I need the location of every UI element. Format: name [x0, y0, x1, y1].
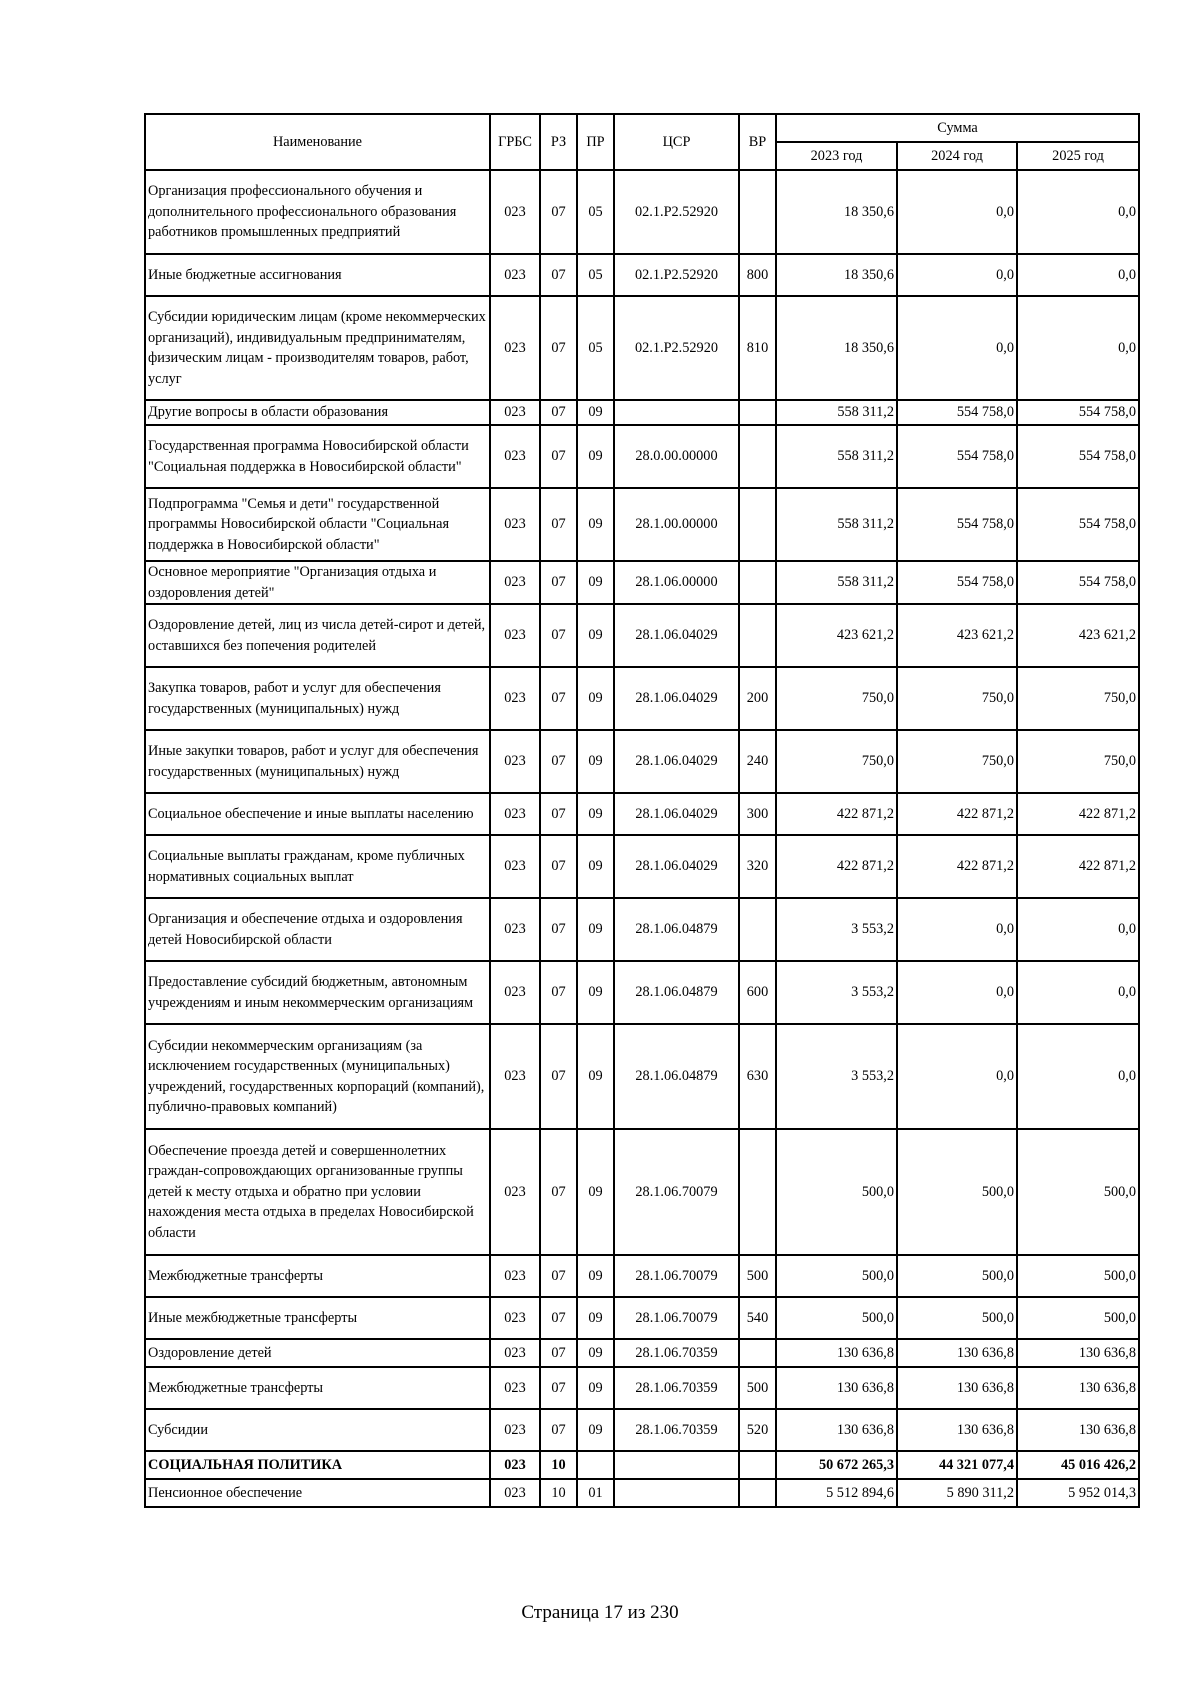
- row-amount-2024: 554 758,0: [897, 488, 1017, 561]
- row-rz: 07: [540, 730, 577, 793]
- row-csr: 28.1.06.04879: [614, 1024, 739, 1129]
- table-row: [145, 604, 1139, 667]
- row-amount-2024: 500,0: [897, 1297, 1017, 1339]
- table-header: [145, 114, 1139, 170]
- row-amount-2024: 44 321 077,4: [897, 1451, 1017, 1479]
- row-pr: 09: [577, 1024, 614, 1129]
- header-year-2023: 2023 год: [776, 142, 897, 170]
- row-rz: 10: [540, 1479, 577, 1507]
- table-row: [145, 1451, 1139, 1479]
- row-vr: 240: [739, 730, 776, 793]
- row-rz: 07: [540, 1339, 577, 1367]
- row-amount-2023: 130 636,8: [776, 1367, 897, 1409]
- row-amount-2024: 0,0: [897, 1024, 1017, 1129]
- row-pr: 09: [577, 1129, 614, 1255]
- row-vr: [739, 898, 776, 961]
- row-rz: 07: [540, 604, 577, 667]
- row-rz: 07: [540, 835, 577, 898]
- row-amount-2023: 3 553,2: [776, 1024, 897, 1129]
- row-amount-2025: 130 636,8: [1017, 1409, 1139, 1451]
- row-rz: 07: [540, 296, 577, 400]
- row-grbs: 023: [490, 793, 540, 835]
- row-rz: 07: [540, 400, 577, 425]
- row-pr: 09: [577, 1297, 614, 1339]
- row-amount-2024: 554 758,0: [897, 400, 1017, 425]
- row-name: Закупка товаров, работ и услуг для обеспечения государственных (муниципальных) нужд: [145, 667, 490, 730]
- table-row: [145, 793, 1139, 835]
- row-pr: 05: [577, 254, 614, 296]
- row-pr: 05: [577, 170, 614, 254]
- row-csr: 28.1.06.04879: [614, 961, 739, 1024]
- row-pr: 09: [577, 1409, 614, 1451]
- table-row: [145, 1297, 1139, 1339]
- row-amount-2024: 750,0: [897, 667, 1017, 730]
- row-pr: 09: [577, 667, 614, 730]
- row-amount-2023: 3 553,2: [776, 898, 897, 961]
- row-name: Иные межбюджетные трансферты: [145, 1297, 490, 1339]
- row-amount-2024: 0,0: [897, 296, 1017, 400]
- row-amount-2023: 558 311,2: [776, 488, 897, 561]
- row-amount-2023: 422 871,2: [776, 793, 897, 835]
- row-grbs: 023: [490, 425, 540, 488]
- row-csr: 28.1.06.04879: [614, 898, 739, 961]
- row-pr: 09: [577, 561, 614, 604]
- row-amount-2024: 554 758,0: [897, 425, 1017, 488]
- row-grbs: 023: [490, 1367, 540, 1409]
- row-amount-2025: 422 871,2: [1017, 793, 1139, 835]
- row-pr: [577, 1451, 614, 1479]
- row-pr: 09: [577, 793, 614, 835]
- row-name: Субсидии юридическим лицам (кроме некоммерческих организаций), индивидуальным предпринимателям, физическим лицам - производителям товаров, работ, услуг: [145, 296, 490, 400]
- row-amount-2023: 558 311,2: [776, 561, 897, 604]
- row-name: Основное мероприятие "Организация отдыха и оздоровления детей": [145, 561, 490, 604]
- table-row: [145, 1024, 1139, 1129]
- table-row: [145, 1339, 1139, 1367]
- row-grbs: 023: [490, 1339, 540, 1367]
- row-amount-2025: 554 758,0: [1017, 561, 1139, 604]
- row-amount-2023: 130 636,8: [776, 1339, 897, 1367]
- table-row: [145, 254, 1139, 296]
- row-amount-2025: 0,0: [1017, 961, 1139, 1024]
- row-rz: 07: [540, 561, 577, 604]
- row-vr: 800: [739, 254, 776, 296]
- row-amount-2025: 45 016 426,2: [1017, 1451, 1139, 1479]
- row-amount-2025: 0,0: [1017, 254, 1139, 296]
- row-rz: 07: [540, 898, 577, 961]
- row-csr: 28.1.06.04029: [614, 835, 739, 898]
- row-vr: [739, 425, 776, 488]
- row-amount-2024: 500,0: [897, 1129, 1017, 1255]
- row-amount-2024: 5 890 311,2: [897, 1479, 1017, 1507]
- row-amount-2025: 750,0: [1017, 667, 1139, 730]
- row-rz: 07: [540, 961, 577, 1024]
- table-row: [145, 667, 1139, 730]
- row-vr: 200: [739, 667, 776, 730]
- row-grbs: 023: [490, 667, 540, 730]
- row-amount-2023: 500,0: [776, 1129, 897, 1255]
- row-rz: 07: [540, 1129, 577, 1255]
- row-pr: 09: [577, 488, 614, 561]
- row-amount-2025: 130 636,8: [1017, 1367, 1139, 1409]
- row-amount-2025: 0,0: [1017, 296, 1139, 400]
- row-csr: 28.1.06.70359: [614, 1339, 739, 1367]
- row-amount-2024: 130 636,8: [897, 1367, 1017, 1409]
- row-rz: 07: [540, 254, 577, 296]
- row-vr: [739, 1129, 776, 1255]
- header-rz: РЗ: [540, 114, 577, 170]
- row-amount-2023: 750,0: [776, 730, 897, 793]
- row-grbs: 023: [490, 730, 540, 793]
- row-csr: [614, 400, 739, 425]
- header-year-2025: 2025 год: [1017, 142, 1139, 170]
- row-amount-2023: 18 350,6: [776, 296, 897, 400]
- row-pr: 09: [577, 898, 614, 961]
- row-amount-2023: 50 672 265,3: [776, 1451, 897, 1479]
- row-rz: 10: [540, 1451, 577, 1479]
- row-rz: 07: [540, 1367, 577, 1409]
- row-grbs: 023: [490, 561, 540, 604]
- row-name: Социальное обеспечение и иные выплаты населению: [145, 793, 490, 835]
- row-pr: 09: [577, 425, 614, 488]
- table-row: [145, 1479, 1139, 1507]
- row-amount-2024: 423 621,2: [897, 604, 1017, 667]
- table-body: [145, 170, 1139, 1507]
- row-rz: 07: [540, 1255, 577, 1297]
- row-csr: 28.0.00.00000: [614, 425, 739, 488]
- table-row: [145, 170, 1139, 254]
- row-rz: 07: [540, 1024, 577, 1129]
- row-csr: 28.1.06.04029: [614, 667, 739, 730]
- row-name: Организация профессионального обучения и дополнительного профессионального образования работников промышленных предприятий: [145, 170, 490, 254]
- row-name: Предоставление субсидий бюджетным, автономным учреждениям и иным некоммерческим организациям: [145, 961, 490, 1024]
- row-csr: 02.1.Р2.52920: [614, 170, 739, 254]
- row-rz: 07: [540, 170, 577, 254]
- row-amount-2023: 130 636,8: [776, 1409, 897, 1451]
- row-grbs: 023: [490, 488, 540, 561]
- row-name: Межбюджетные трансферты: [145, 1255, 490, 1297]
- row-amount-2025: 554 758,0: [1017, 425, 1139, 488]
- header-sum: Сумма: [776, 114, 1139, 142]
- row-grbs: 023: [490, 1479, 540, 1507]
- row-vr: [739, 170, 776, 254]
- row-vr: 500: [739, 1255, 776, 1297]
- table-row: [145, 835, 1139, 898]
- row-rz: 07: [540, 1297, 577, 1339]
- row-grbs: 023: [490, 170, 540, 254]
- row-csr: 28.1.06.04029: [614, 604, 739, 667]
- row-rz: 07: [540, 488, 577, 561]
- row-amount-2025: 750,0: [1017, 730, 1139, 793]
- row-name: Субсидии некоммерческим организациям (за исключением государственных (муниципальных) учреждений, государственных корпораций (компаний), публично-правовых компаний): [145, 1024, 490, 1129]
- row-name: Субсидии: [145, 1409, 490, 1451]
- row-csr: 02.1.Р2.52920: [614, 296, 739, 400]
- row-amount-2023: 750,0: [776, 667, 897, 730]
- table-row: [145, 561, 1139, 604]
- row-amount-2025: 422 871,2: [1017, 835, 1139, 898]
- row-name: Организация и обеспечение отдыха и оздоровления детей Новосибирской области: [145, 898, 490, 961]
- row-amount-2025: 423 621,2: [1017, 604, 1139, 667]
- row-amount-2023: 500,0: [776, 1297, 897, 1339]
- header-grbs: ГРБС: [490, 114, 540, 170]
- row-vr: [739, 1339, 776, 1367]
- row-pr: 09: [577, 1255, 614, 1297]
- header-csr: ЦСР: [614, 114, 739, 170]
- table-row: [145, 1255, 1139, 1297]
- row-pr: 09: [577, 730, 614, 793]
- row-name: Другие вопросы в области образования: [145, 400, 490, 425]
- row-name: Оздоровление детей, лиц из числа детей-сирот и детей, оставшихся без попечения родителей: [145, 604, 490, 667]
- row-csr: 28.1.06.70359: [614, 1409, 739, 1451]
- row-amount-2025: 554 758,0: [1017, 488, 1139, 561]
- row-vr: 540: [739, 1297, 776, 1339]
- row-vr: 520: [739, 1409, 776, 1451]
- row-vr: 500: [739, 1367, 776, 1409]
- row-rz: 07: [540, 667, 577, 730]
- row-grbs: 023: [490, 604, 540, 667]
- row-csr: [614, 1451, 739, 1479]
- row-csr: 28.1.06.00000: [614, 561, 739, 604]
- row-grbs: 023: [490, 1297, 540, 1339]
- row-vr: 320: [739, 835, 776, 898]
- row-vr: [739, 1451, 776, 1479]
- row-amount-2024: 554 758,0: [897, 561, 1017, 604]
- row-name: Пенсионное обеспечение: [145, 1479, 490, 1507]
- row-amount-2025: 130 636,8: [1017, 1339, 1139, 1367]
- row-vr: [739, 1479, 776, 1507]
- row-csr: [614, 1479, 739, 1507]
- budget-table: [144, 113, 1140, 1508]
- row-amount-2023: 18 350,6: [776, 254, 897, 296]
- row-csr: 28.1.06.04029: [614, 730, 739, 793]
- table-row: [145, 488, 1139, 561]
- table-row: [145, 1367, 1139, 1409]
- row-vr: [739, 400, 776, 425]
- row-name: Иные закупки товаров, работ и услуг для обеспечения государственных (муниципальных) нужд: [145, 730, 490, 793]
- row-grbs: 023: [490, 898, 540, 961]
- table-row: [145, 1129, 1139, 1255]
- row-pr: 05: [577, 296, 614, 400]
- row-csr: 28.1.06.70079: [614, 1129, 739, 1255]
- row-csr: 28.1.06.70079: [614, 1255, 739, 1297]
- table-row: [145, 730, 1139, 793]
- row-grbs: 023: [490, 961, 540, 1024]
- row-pr: 09: [577, 1339, 614, 1367]
- row-amount-2024: 130 636,8: [897, 1409, 1017, 1451]
- row-vr: 300: [739, 793, 776, 835]
- table-row: [145, 961, 1139, 1024]
- row-amount-2024: 0,0: [897, 898, 1017, 961]
- page-number: Страница 17 из 230: [521, 1602, 679, 1623]
- table-row: [145, 296, 1139, 400]
- row-amount-2025: 554 758,0: [1017, 400, 1139, 425]
- row-amount-2025: 0,0: [1017, 898, 1139, 961]
- row-amount-2023: 558 311,2: [776, 425, 897, 488]
- table-row: [145, 898, 1139, 961]
- row-vr: 630: [739, 1024, 776, 1129]
- header-vr: ВР: [739, 114, 776, 170]
- row-name: Государственная программа Новосибирской области "Социальная поддержка в Новосибирской области": [145, 425, 490, 488]
- row-pr: 09: [577, 835, 614, 898]
- row-amount-2023: 3 553,2: [776, 961, 897, 1024]
- row-rz: 07: [540, 425, 577, 488]
- row-amount-2024: 500,0: [897, 1255, 1017, 1297]
- row-grbs: 023: [490, 1255, 540, 1297]
- row-name: Подпрограмма "Семья и дети" государственной программы Новосибирской области "Социальная поддержка в Новосибирской области": [145, 488, 490, 561]
- row-amount-2024: 0,0: [897, 170, 1017, 254]
- header-year-2024: 2024 год: [897, 142, 1017, 170]
- table-row: [145, 1409, 1139, 1451]
- row-name: Обеспечение проезда детей и совершеннолетних граждан-сопровождающих организованные группы детей к месту отдыха и обратно при условии нахождения места отдыха в пределах Новосибирской области: [145, 1129, 490, 1255]
- row-amount-2023: 5 512 894,6: [776, 1479, 897, 1507]
- row-grbs: 023: [490, 1129, 540, 1255]
- row-pr: 09: [577, 604, 614, 667]
- row-rz: 07: [540, 793, 577, 835]
- row-vr: 600: [739, 961, 776, 1024]
- row-amount-2025: 500,0: [1017, 1129, 1139, 1255]
- table-row: [145, 425, 1139, 488]
- row-amount-2024: 130 636,8: [897, 1339, 1017, 1367]
- row-csr: 28.1.06.70079: [614, 1297, 739, 1339]
- row-csr: 28.1.00.00000: [614, 488, 739, 561]
- header-name: Наименование: [145, 114, 490, 170]
- row-pr: 01: [577, 1479, 614, 1507]
- header-pr: ПР: [577, 114, 614, 170]
- row-amount-2025: 500,0: [1017, 1297, 1139, 1339]
- row-amount-2023: 423 621,2: [776, 604, 897, 667]
- row-csr: 02.1.Р2.52920: [614, 254, 739, 296]
- row-pr: 09: [577, 1367, 614, 1409]
- row-grbs: 023: [490, 835, 540, 898]
- row-grbs: 023: [490, 400, 540, 425]
- row-grbs: 023: [490, 296, 540, 400]
- row-csr: 28.1.06.70359: [614, 1367, 739, 1409]
- row-amount-2024: 422 871,2: [897, 835, 1017, 898]
- row-amount-2025: 0,0: [1017, 1024, 1139, 1129]
- row-amount-2025: 5 952 014,3: [1017, 1479, 1139, 1507]
- row-name: Межбюджетные трансферты: [145, 1367, 490, 1409]
- row-vr: [739, 604, 776, 667]
- row-csr: 28.1.06.04029: [614, 793, 739, 835]
- row-pr: 09: [577, 961, 614, 1024]
- row-amount-2024: 750,0: [897, 730, 1017, 793]
- row-grbs: 023: [490, 1024, 540, 1129]
- row-name: СОЦИАЛЬНАЯ ПОЛИТИКА: [145, 1451, 490, 1479]
- row-pr: 09: [577, 400, 614, 425]
- row-name: Оздоровление детей: [145, 1339, 490, 1367]
- row-vr: [739, 488, 776, 561]
- table-row: [145, 400, 1139, 425]
- row-grbs: 023: [490, 254, 540, 296]
- row-amount-2023: 500,0: [776, 1255, 897, 1297]
- row-vr: 810: [739, 296, 776, 400]
- row-grbs: 023: [490, 1409, 540, 1451]
- row-name: Иные бюджетные ассигнования: [145, 254, 490, 296]
- row-amount-2024: 0,0: [897, 254, 1017, 296]
- row-amount-2024: 0,0: [897, 961, 1017, 1024]
- row-amount-2025: 500,0: [1017, 1255, 1139, 1297]
- row-name: Социальные выплаты гражданам, кроме публичных нормативных социальных выплат: [145, 835, 490, 898]
- row-rz: 07: [540, 1409, 577, 1451]
- row-amount-2024: 422 871,2: [897, 793, 1017, 835]
- row-amount-2023: 558 311,2: [776, 400, 897, 425]
- row-amount-2025: 0,0: [1017, 170, 1139, 254]
- row-amount-2023: 18 350,6: [776, 170, 897, 254]
- row-grbs: 023: [490, 1451, 540, 1479]
- row-vr: [739, 561, 776, 604]
- row-amount-2023: 422 871,2: [776, 835, 897, 898]
